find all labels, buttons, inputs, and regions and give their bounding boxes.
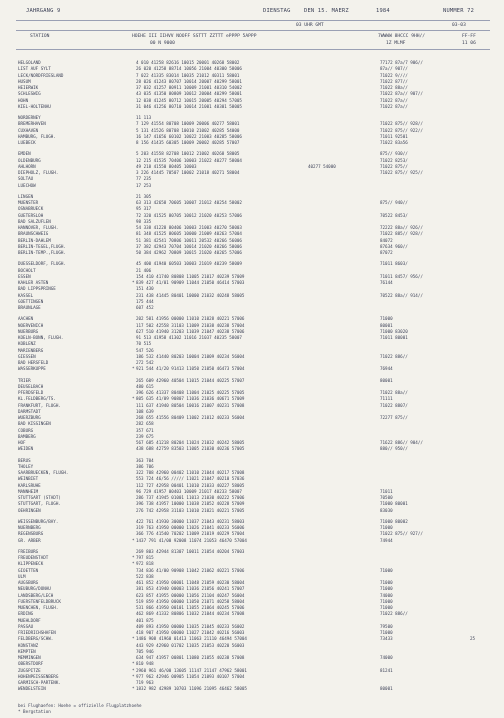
header-rule <box>16 20 490 21</box>
station-name: BERLIN-TEMP.,FLUGH. <box>18 250 66 255</box>
observation-group: 12 038 41245 80712 10015 20005 40294 57005 <box>136 97 242 103</box>
mountain-marker: * <box>132 396 135 402</box>
station-name: FRIEDRICHSHAFEN <box>18 630 56 635</box>
table-row <box>18 508 488 514</box>
time-range-heading: 03-03 <box>452 23 466 28</box>
observation-group: 409 893 41950 00000 11035 21045 40233 56002 <box>136 623 245 629</box>
table-row <box>18 305 488 311</box>
station-name: STUTTGART (STADT) <box>18 495 61 500</box>
weather-group: 72222 88a// 926// <box>380 225 423 230</box>
station-name: WENDELSTEIN <box>18 686 46 692</box>
observation-group: 705 946 <box>136 648 154 654</box>
observation-group: 28 026 41243 80707 10014 20007 40299 58001 <box>136 78 242 84</box>
observation-group: 531 866 41950 00101 11055 21064 40245 57006 <box>136 605 245 610</box>
weather-group: 70522 8453/ <box>380 212 408 218</box>
weather-group: 76944 <box>380 366 393 372</box>
weather-group: 71022 9//// <box>380 72 408 78</box>
weather-group: 875// 940// <box>380 200 408 205</box>
footnote-mountain: * Bergstation <box>18 709 51 714</box>
station-name: KOBLENZ <box>18 341 36 347</box>
station-name: GIOETTEN <box>18 567 39 573</box>
mountain-marker: * <box>132 673 135 679</box>
weather-group: 71022 88a// <box>380 85 408 90</box>
station-table <box>18 60 488 693</box>
observation-group: 72 320 41525 80705 10012 21020 40253 57006 <box>136 212 242 218</box>
weather-group: 81241 <box>380 667 393 673</box>
station-name: TRIER <box>18 377 31 383</box>
station-name: OEHRINGEN <box>18 507 41 513</box>
observation-group: 16 147 41656 60102 10022 21003 40285 58006 <box>136 133 242 139</box>
observation-group: 276 742 42958 31103 11010 21021 40221 57005 <box>136 507 245 513</box>
weather-group: 71000 <box>380 580 393 585</box>
station-name: WEIDEN <box>18 446 34 452</box>
weather-group: 71011 <box>380 488 393 494</box>
weather-group: 83030 <box>380 507 393 513</box>
observation-group: 634 947 41957 00801 11080 21055 40238 57008 <box>136 655 245 660</box>
weather-group: 71022 886// <box>380 611 408 617</box>
observation-group: 54 338 41228 80406 10003 21003 40270 58003 <box>136 225 242 230</box>
observation-group: 627 510 41940 31203 11039 21047 40238 57006 <box>136 328 245 334</box>
station-name: GOETTINGEN <box>18 298 44 304</box>
weather-group: 73433 <box>380 636 393 642</box>
station-name: GARMISCH-PARTENK. <box>18 680 61 685</box>
mountain-marker: * <box>132 280 135 285</box>
code-group-heading: HOEHE III IIHVV NOOFF SSTTT ZZTTT ePPPP 5APPP <box>132 34 257 39</box>
weather-group: 71011 80001 <box>380 335 408 340</box>
weather-group: 71022 877// <box>380 78 408 84</box>
station-name: WEISSENBURG/BAY. <box>18 518 59 524</box>
table-row <box>18 250 488 256</box>
observation-group: 319 763 41950 00000 11026 21041 40233 56006 <box>136 525 245 530</box>
observation-group: 17 253 <box>136 182 152 188</box>
weather-group: 71022 875// 928// <box>380 121 423 127</box>
observation-group: 8 156 41435 60305 10009 20002 40285 57007 <box>136 140 240 145</box>
table-row <box>18 686 488 692</box>
weather-group: 80001 <box>380 377 393 383</box>
station-name: KLIPPENECK <box>18 561 44 567</box>
weather-group: 71022 875// 925// <box>380 170 423 175</box>
observation-group: 1437 791 41/00 92008 11074 21053 46470 57004 <box>136 537 247 543</box>
weather-group: 875// 930// <box>380 151 408 157</box>
table-row <box>18 104 488 110</box>
observation-group: 422 761 41930 30000 11037 21043 40231 58003 <box>136 518 245 524</box>
date-label: DEN 15. MAERZ <box>304 8 349 14</box>
table-row <box>18 366 488 372</box>
mountain-marker: * <box>132 667 135 673</box>
weather-group: 71000 <box>380 598 393 604</box>
weather-group: 71011 8457/ 956// <box>380 273 423 279</box>
observation-group: 810 948 <box>136 661 154 667</box>
station-name: OBERSTDORF <box>18 661 44 667</box>
station-name: HOHN <box>18 97 29 103</box>
column-rule <box>16 49 490 50</box>
station-name: BAD SALZUFLEN <box>18 218 51 224</box>
observation-group: 386 706 <box>136 463 154 469</box>
table-row <box>18 446 488 452</box>
station-name: ZUGSPITZE <box>18 667 41 673</box>
station-name: DARMSTADT <box>18 408 41 414</box>
station-name: BOCHOLT <box>18 267 36 273</box>
station-name: KEMPTEN <box>18 648 36 654</box>
station-name: LUEBECK <box>18 140 36 145</box>
station-name: NEUBURG/DONAU <box>18 586 51 592</box>
station-name: LINGEN <box>18 193 34 199</box>
observation-group: 26 020 41258 88714 10056 21004 40300 58006 <box>136 66 242 72</box>
station-name: BRAUNLAGE <box>18 305 41 310</box>
observation-group: 286 737 41945 01001 11013 21030 40222 57006 <box>136 495 245 500</box>
weather-group: 71111 <box>380 396 393 402</box>
station-name: FUERSTENFELDBRUCK <box>18 598 61 604</box>
station-name: STUTTGART, FLUGH. <box>18 501 61 507</box>
station-name: HUSUM <box>18 78 31 84</box>
observation-group: 443 929 42960 01702 11035 21053 40220 56003 <box>136 642 245 648</box>
table-row <box>18 140 488 146</box>
station-name: MEMMINGEN <box>18 655 41 660</box>
observation-group: 547 526 <box>136 347 154 353</box>
observation-group: 366 776 41540 70202 11009 21019 40229 57004 <box>136 531 245 537</box>
observation-group: 81 348 41525 80605 10000 21009 40263 57004 <box>136 231 242 237</box>
observation-group: 37 382 42943 70704 10014 21020 40266 58006 <box>136 243 242 249</box>
station-name: NOERVENICH <box>18 322 44 328</box>
weather-group: 71022 8253/ <box>380 157 408 163</box>
station-name: KL.FELDBERG/TS. <box>18 396 56 402</box>
observation-group: 977 962 42946 00905 11054 21093 40107 57004 <box>136 673 245 679</box>
station-name: HAMBURG, FLUGH. <box>18 133 56 139</box>
observation-group: 51 381 42541 70806 10011 20532 40266 56006 <box>136 237 242 243</box>
weather-group: 71000 <box>380 567 393 573</box>
station-name: MUEHLDORF <box>18 617 41 623</box>
station-name: GR. ARBER <box>18 537 41 543</box>
station-name: MANNHEIM <box>18 488 39 494</box>
volume-label: JAHRGANG 9 <box>26 8 61 14</box>
station-name: NORDERNEY <box>18 115 41 120</box>
weather-group: 71022 875// 927// <box>380 531 423 537</box>
observation-group: 186 532 41440 80203 10004 21009 40234 56004 <box>136 353 245 359</box>
observation-group: 282 658 <box>136 421 154 427</box>
station-name: HANNOVER, FLUGH. <box>18 225 59 230</box>
observation-group: 117 502 42558 31103 11009 21038 40238 57004 <box>136 322 245 328</box>
weather-group: 71000 <box>380 605 393 610</box>
observation-group: 21 305 <box>136 193 152 199</box>
station-name: SAARBRUECKEN, FLUGH. <box>18 470 69 475</box>
station-heading: STATION <box>30 34 50 39</box>
observation-group: 462 869 41332 80806 11032 21044 40234 57008 <box>136 611 245 617</box>
observation-group: 98 335 <box>136 218 152 224</box>
station-name: KONSTANZ <box>18 642 39 648</box>
station-name: LUECHOW <box>18 182 36 188</box>
station-name: ERDING <box>18 611 34 617</box>
mountain-marker: * <box>132 366 135 372</box>
weather-group: 71022 886// <box>380 353 408 359</box>
year-label: 1984 <box>376 8 390 14</box>
station-name: HOF <box>18 440 26 445</box>
station-name: WUERZBURG <box>18 415 41 420</box>
observation-group: 45 400 41940 60503 10003 21019 40239 58009 <box>136 261 242 267</box>
code-group-subheading: 00 N 9000 <box>150 41 175 46</box>
observation-group: 623 857 41955 00000 11056 21104 40247 56004 <box>136 592 245 598</box>
weather-group: 71011 92501 <box>380 133 408 139</box>
mountain-marker: * <box>132 537 135 543</box>
station-name: OSNABRUECK <box>18 206 44 212</box>
observation-group: 357 671 <box>136 427 154 433</box>
station-name: BAD LIPPSPRINGE <box>18 286 56 292</box>
mountain-marker: * <box>132 555 135 560</box>
station-name: DEUSELBACH <box>18 383 44 389</box>
observation-group: 11 113 <box>136 115 152 120</box>
time-heading: 03 UHR GMT <box>296 23 324 28</box>
station-name: GUETERSLOH <box>18 212 44 218</box>
station-name: WEINBIET <box>18 476 39 482</box>
station-name: PFERDSFELD <box>18 390 44 395</box>
weather-group: 87072 <box>380 250 393 255</box>
station-name: SOLTAU <box>18 176 34 182</box>
station-name: MARIENBERG <box>18 347 44 353</box>
observation-group: 921 544 41/20 91413 11050 21050 46473 57004 <box>136 366 245 372</box>
observation-group: 63 313 42658 70605 10007 21012 40254 58002 <box>136 200 242 205</box>
station-name: KIEL-HOLTENAU <box>18 103 51 109</box>
station-name: FRANKFURT, FLUGH. <box>18 402 61 408</box>
weather-group: 71022 83a56 <box>380 140 408 145</box>
observation-group: 70 515 <box>136 341 152 347</box>
weather-group: 71000 83020 <box>380 328 408 334</box>
observation-group: 265 609 42960 40504 11015 21044 40225 57007 <box>136 377 245 383</box>
observation-group: 31 046 41256 80710 10014 21001 40301 58005 <box>136 103 242 109</box>
station-name: HOHENPEISSENBERG <box>18 673 59 679</box>
issue-number: NUMMER 72 <box>443 8 475 14</box>
station-name: KAHLER ASTEN <box>18 280 49 285</box>
observation-group: 231 438 41445 80401 10000 21032 40248 58005 <box>136 292 245 298</box>
weather-group: 74944 <box>380 537 393 543</box>
observation-group: 797 815 <box>136 555 154 560</box>
observation-group: 438 688 42759 83503 11005 21030 40236 57005 <box>136 446 245 452</box>
table-row <box>18 183 488 189</box>
weather-group: 71000 80002 <box>380 518 408 524</box>
observation-group: 49 218 41550 80405 10003 <box>136 163 197 169</box>
mountain-marker: * <box>132 686 135 692</box>
weather-group: 80001 <box>380 322 393 328</box>
observation-group: 268 655 41556 80409 11002 21012 40233 56004 <box>136 415 245 420</box>
observation-group: 50 384 42962 70809 10015 21020 40265 57006 <box>136 250 242 255</box>
station-name: ESSEN <box>18 273 31 279</box>
observation-group: 363 704 <box>136 457 154 463</box>
station-name: MUENSTER <box>18 200 39 205</box>
station-name: NUERBURG <box>18 328 39 334</box>
station-name: NUERNBERG <box>18 525 41 530</box>
station-name: KARLSRUHE <box>18 482 41 488</box>
observation-group: 91 513 41958 41302 11016 21037 40235 58007 <box>136 335 242 340</box>
observation-group: 418 907 41950 00000 11027 21042 40216 56003 <box>136 630 245 635</box>
observation-group: 381 853 41940 00003 11036 21056 40241 57007 <box>136 586 245 592</box>
weather-group: 77172 87a/7 906// <box>380 60 423 65</box>
observation-group: 396 738 41957 10000 11038 21052 40228 57009 <box>136 501 245 507</box>
station-name: BAD HERSFELD <box>18 360 49 365</box>
station-name: LIST AUF SYLT <box>18 66 51 72</box>
weather-group: 70522 88a// 914// <box>380 292 423 298</box>
weather-group: 87a// 907// <box>380 66 408 72</box>
observation-group: 202 501 41956 00000 11010 21028 40221 57006 <box>136 316 245 322</box>
observation-group: 5 131 41526 80708 10010 21002 40285 54000 <box>136 127 240 133</box>
wind-heading: FF-FF <box>462 34 476 39</box>
footnote-airports: bei Flughaefen: Hoehe = offizielle Flugplatzhoehe <box>18 703 142 708</box>
station-name: SCHLESWIG <box>18 91 41 97</box>
observation-group: 519 859 41950 00000 11050 21071 40258 58004 <box>136 598 245 604</box>
weather-group: 72277 875// <box>380 415 408 420</box>
observation-group: 175 444 <box>136 298 154 304</box>
station-name: ULM <box>18 573 26 579</box>
observation-group: 461 852 41950 00001 11048 21059 40230 58004 <box>136 580 245 585</box>
station-name: FREIBURG <box>18 548 39 554</box>
weather-group: 71022 87a// <box>380 97 408 103</box>
station-name: REGENSBURG <box>18 531 44 537</box>
observation-group: 272 542 <box>136 360 154 365</box>
weather-group: 71000 80001 <box>380 501 408 507</box>
observation-group: 5 203 41558 82708 10012 21002 40268 58005 <box>136 151 240 157</box>
wind-subheading: 11 06 <box>462 41 476 46</box>
station-name: GIESSEN <box>18 353 36 359</box>
weather-code-heading: 7WWWW 8HCCC 9HH// <box>378 34 426 39</box>
observation-group: 239 675 <box>136 433 154 439</box>
station-name: FELDBERG/SCHW. <box>18 636 54 642</box>
station-name: AHLHORN <box>18 163 36 169</box>
weekday-label: DIENSTAG <box>263 8 291 14</box>
weather-group: 71022 88a// <box>380 390 408 395</box>
weather-group: 71000 <box>380 525 393 530</box>
station-name: CUXHAVEN <box>18 127 39 133</box>
station-name: THOLEY <box>18 463 34 469</box>
station-name: LANDSBERG/LECH <box>18 592 54 598</box>
observation-group: 77 235 <box>136 176 152 182</box>
heading-rule <box>16 30 490 31</box>
observation-group: 3 226 41445 70507 10002 21018 40271 58004 <box>136 170 240 175</box>
weather-group: 71000 <box>380 586 393 592</box>
weather-group: 71022 87a// <box>380 103 408 109</box>
station-name: PASSAU <box>18 623 34 629</box>
observation-group: 607 452 <box>136 305 154 310</box>
observation-group: 37 032 41257 80911 10009 21001 40310 54002 <box>136 85 242 90</box>
station-name: BAD KISSINGEN <box>18 421 51 427</box>
station-name: OLDENBURG <box>18 157 41 163</box>
weather-group: 71000 <box>380 316 393 322</box>
weather-group: 71000 <box>380 630 393 635</box>
weather-group: 71022 8807/ <box>380 402 408 408</box>
station-name: BERLIN-DAHLEM <box>18 237 51 243</box>
weather-group: 71022 885// 928// <box>380 231 423 237</box>
station-name: BERLIN-TEGEL,FLUGH. <box>18 243 66 249</box>
station-name: BREMERHAVEN <box>18 121 46 127</box>
observation-group: 111 637 41940 80504 10016 21007 40231 57008 <box>136 402 245 408</box>
mountain-marker: * <box>132 561 135 567</box>
observation-group: 401 875 <box>136 617 154 623</box>
station-name: HEIERWIK <box>18 85 39 90</box>
observation-group: 553 724 46/56 ///// 11021 21047 40210 57036 <box>136 476 245 482</box>
observation-group: 269 803 42944 81307 10011 21054 40204 57003 <box>136 548 245 554</box>
observation-extra: 40277 54000 <box>308 163 336 169</box>
observation-group: 154 410 41740 80808 11005 21017 40239 57009 <box>136 273 245 279</box>
weather-group: 71022 875// <box>380 163 408 169</box>
weather-group: 84072 <box>380 237 393 243</box>
observation-group: 12 215 41535 70406 10003 21022 40277 58004 <box>136 157 242 163</box>
mountain-marker: * <box>132 636 135 642</box>
observation-group: 112 727 42958 00401 11010 21033 40227 58005 <box>136 482 245 488</box>
weather-group: 74000 <box>380 592 393 598</box>
observation-group: 734 836 41/00 90908 11042 21062 40221 57006 <box>136 567 245 573</box>
observation-group: 2960 961 46/00 13605 11147 21147 47962 58001 <box>136 667 247 673</box>
station-name: HELGOLAND <box>18 60 41 65</box>
observation-group: 805 635 41/09 90807 11036 21036 40671 57009 <box>136 396 245 402</box>
observation-group: 567 685 41218 80204 11024 21032 40242 58005 <box>136 440 245 445</box>
mountain-marker: * <box>132 661 135 667</box>
station-name: LECK/NORDFRIESLAND <box>18 72 64 78</box>
weather-group: 880// 950// <box>380 446 408 452</box>
observation-group: 151 430 <box>136 286 154 292</box>
weather-group: 74000 <box>380 655 393 660</box>
observation-group: 322 708 42960 00402 11010 21044 40217 57008 <box>136 470 245 475</box>
observation-group: 7 022 41335 83014 10035 21012 40311 58001 <box>136 72 240 78</box>
observation-group: 1832 982 42989 10703 11096 21095 46462 58005 <box>136 686 247 692</box>
weather-group: 71022 87a// 907// <box>380 91 423 97</box>
weather-group: 80001 <box>380 686 393 692</box>
station-name: BRAUNSCHWEIG <box>18 231 49 237</box>
station-name: COBURG <box>18 427 34 433</box>
weather-group: 71022 875// 922// <box>380 127 423 133</box>
weather-group: 71622 886// 904// <box>380 440 423 445</box>
station-name: DUESSELDORF, FLUGH. <box>18 261 66 267</box>
observation-group: 7 129 41554 80708 10009 20006 40277 58001 <box>136 121 240 127</box>
wind-gust: 25 <box>470 636 476 642</box>
observation-group: 719 963 <box>136 680 154 685</box>
table-row <box>18 538 488 544</box>
observation-group: 96 729 41957 00403 10009 21017 40233 58007 <box>136 488 242 494</box>
weather-group: 71011 8603/ <box>380 261 408 267</box>
station-name: FREUDENSTADT <box>18 555 49 560</box>
observation-group: 4 010 41258 82616 10015 20001 40268 58002 <box>136 60 240 65</box>
observation-group: 972 818 <box>136 561 154 567</box>
observation-group: 21 406 <box>136 267 152 273</box>
station-name: DIEPHOLZ, FLUGH. <box>18 170 59 175</box>
observation-group: 95 317 <box>136 206 152 212</box>
observation-group: 480 615 <box>136 383 154 389</box>
observation-group: 1486 908 41960 01413 11063 21110 46494 57004 <box>136 636 247 642</box>
station-name: KASSEL <box>18 292 34 298</box>
weather-group: 76144 <box>380 280 393 285</box>
observation-group: 396 626 41337 80408 11004 21025 40225 57005 <box>136 390 245 395</box>
observation-group: 839 427 41/01 90909 11044 21050 46414 57003 <box>136 280 245 285</box>
weather-code-subheading: 1Z MLMF <box>386 41 406 46</box>
weather-group: 70500 <box>380 495 393 500</box>
weather-group: 79500 <box>380 623 393 629</box>
weather-group: 87634 960// <box>380 243 408 249</box>
station-name: BAMBERG <box>18 433 36 439</box>
station-name: WASSERKUPPE <box>18 366 46 372</box>
station-name: KOELN-BONN, FLUGH. <box>18 335 64 340</box>
station-name: MUENCHEN, FLUGH. <box>18 605 59 610</box>
station-name: BERUS <box>18 457 31 463</box>
observation-group: 108 639 <box>136 408 154 414</box>
observation-group: 522 838 <box>136 573 154 579</box>
station-name: AACHEN <box>18 316 34 322</box>
observation-group: 43 035 41350 80809 10012 20004 40299 58001 <box>136 91 242 97</box>
station-name: AUGSBURG <box>18 580 39 585</box>
station-name: EMDEN <box>18 151 31 157</box>
